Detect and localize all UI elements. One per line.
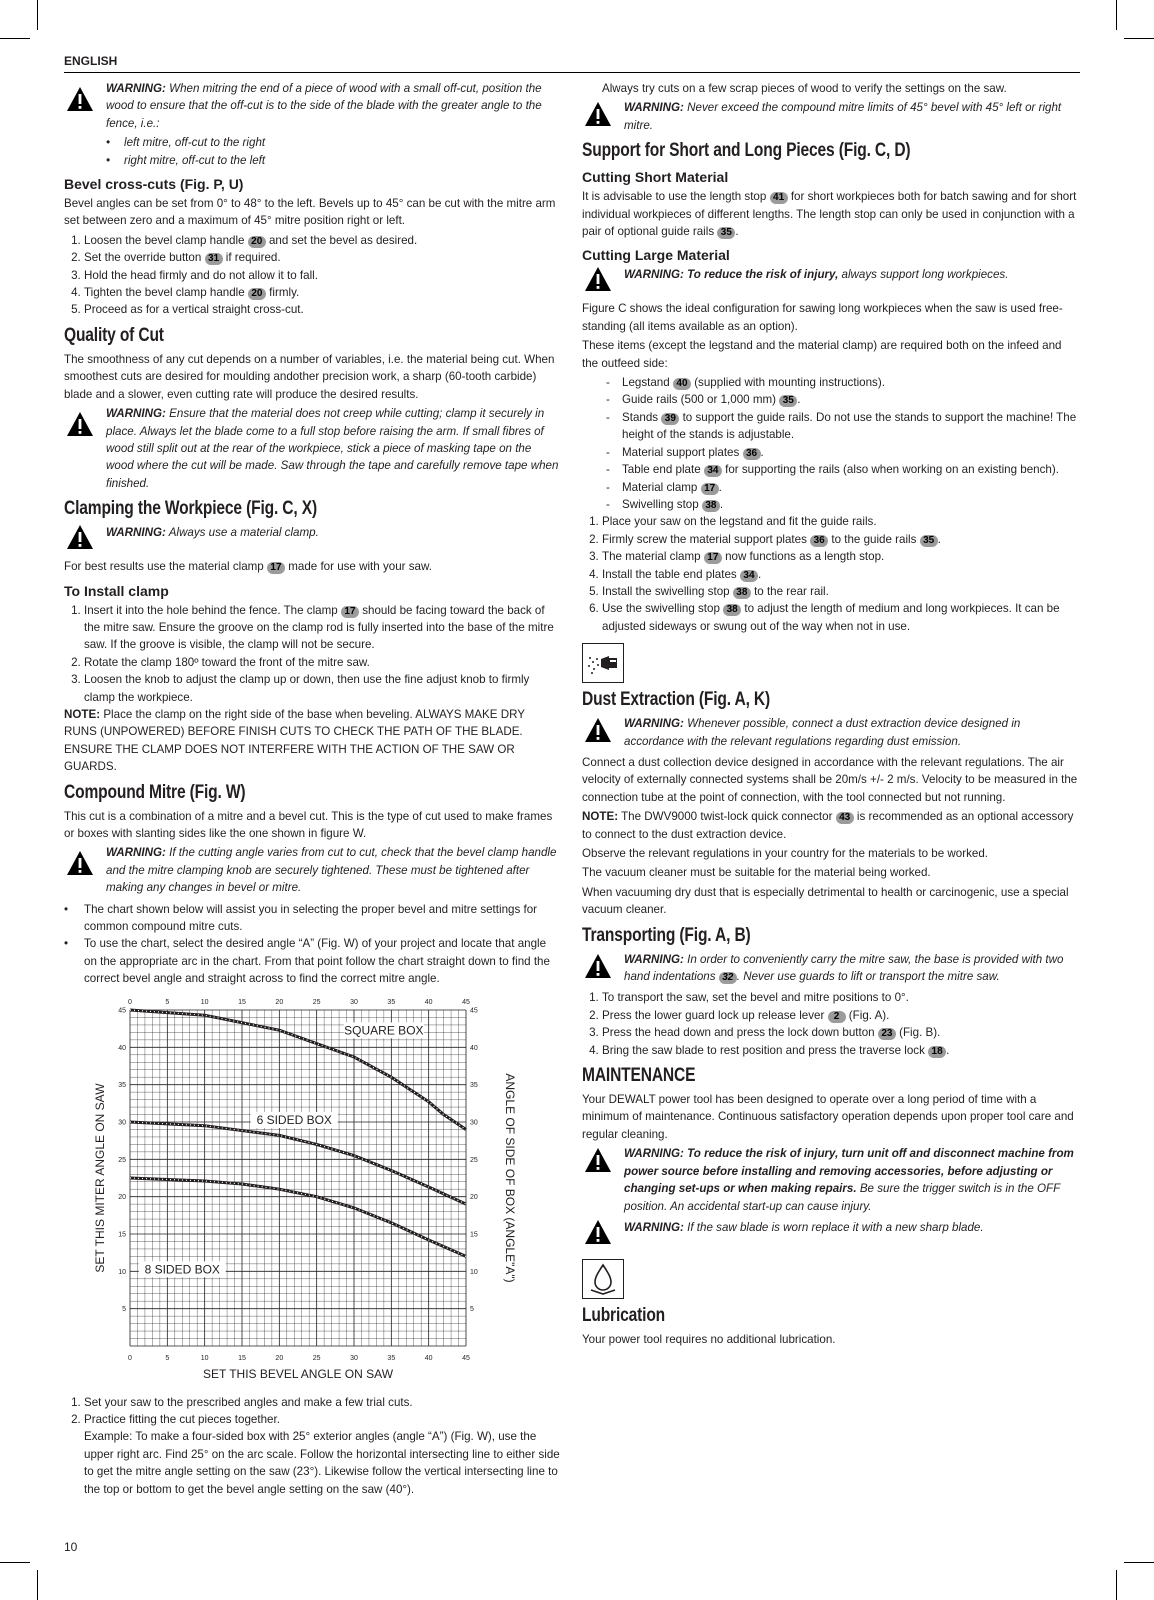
dust-p2: Observe the relevant regulations in your country for the materials to be worked. xyxy=(582,847,988,860)
x-tick-label-top: 25 xyxy=(312,998,321,1006)
ref-number: 17 xyxy=(701,483,719,495)
warning-label: WARNING: xyxy=(106,82,166,95)
warning-text: Whenever possible, connect a dust extraction device designed in accordance with the relevant regulations regarding dust emission. xyxy=(624,717,1021,748)
crop-mark xyxy=(1116,0,1117,30)
crop-mark xyxy=(0,1562,30,1563)
y-tick-label-right: 45 xyxy=(470,1007,478,1015)
ref-number: 17 xyxy=(341,606,359,618)
warning-triangle-icon xyxy=(66,411,94,437)
x-tick-label-top: 30 xyxy=(350,998,358,1006)
warning-text: When mitring the end of a piece of wood with a small off-cut, position the wood to ensure that the off-cut is to the side of the blade with the greater angle to the fence, i.e.: xyxy=(106,82,542,130)
series-label: 6 SIDED BOX xyxy=(256,1112,332,1127)
crop-mark xyxy=(1124,38,1154,39)
maintenance-text: Your DEWALT power tool has been designed to operate over a long period of time with a minimum of maintenance. Continuous satisfactory operation depends upon proper tool care and regular cleaning. xyxy=(582,1093,1074,1141)
list-item: 3. Press the head down and press the lock down button 23 (Fig. B). xyxy=(602,1024,1080,1041)
y-tick-label-right: 25 xyxy=(470,1156,478,1164)
x-axis-label: SET THIS BEVEL ANGLE ON SAW xyxy=(202,1366,394,1381)
maintenance-title: MAINTENANCE xyxy=(582,1065,696,1087)
compound-bullets xyxy=(64,901,560,988)
clamp-text: For best results use the material clamp 17 made for use with your saw. xyxy=(64,560,432,574)
short-material-title: Cutting Short Material xyxy=(582,169,729,186)
y-tick-label: 10 xyxy=(118,1268,126,1276)
y-tick-label-right: 40 xyxy=(470,1044,478,1052)
warning-text: Never exceed the compound mitre limits of 45° bevel with 45° left or right mitre. xyxy=(624,101,1062,132)
support-p1: Figure C shows the ideal configuration for sawing long workpieces when the saw is used free-standing (all items available as an option). xyxy=(582,302,1063,333)
crop-mark xyxy=(0,38,30,39)
list-item: 3. Hold the head firmly and do not allow it to fall. xyxy=(84,267,560,284)
transport-title: Transporting (Fig. A, B) xyxy=(582,924,751,946)
x-tick-label-top: 35 xyxy=(387,998,396,1006)
y-axis-label: SET THIS MITER ANGLE ON SAW xyxy=(93,1083,107,1273)
bevel-intro: Bevel angles can be set from 0° to 48° to the left. Bevels up to 45° can be cut with the mitre arm set between zero and a maximum of 45° mitre position right or left. xyxy=(64,197,556,228)
list-item: 2. Practice fitting the cut pieces together. Example: To make a four-sided box with 25° exterior angles (angle “A”) (Fig. W), use the upper right arc. Find 25° on the arc scale. Follow the horizontal intersecting line to either side to get the mitre angle setting on the saw (23°). Likewise follow the vertical intersecting line to the top or bottom to get the bevel angle setting on the saw (40°). xyxy=(84,1411,560,1498)
crop-mark xyxy=(1124,1562,1154,1563)
compound-steps xyxy=(64,1394,560,1498)
crop-mark xyxy=(37,0,38,30)
list-item: 3. Loosen the knob to adjust the clamp up or down, then use the fine adjust knob to firmly clamp the workpiece. xyxy=(84,671,560,706)
list-item: 3. The material clamp 17 now functions as a length stop. xyxy=(602,548,1080,565)
y-tick-label-right: 30 xyxy=(470,1119,478,1127)
x-tick-label-top: 0 xyxy=(128,998,132,1006)
ref-number: 38 xyxy=(723,604,741,616)
clamp-note: NOTE: Place the clamp on the right side of the base when beveling. ALWAYS MAKE DRY RUNS (UNPOWERED) BEFORE FINISH CUTS TO CHECK THE PATH OF THE BLADE. ENSURE THE CLAMP DOES NOT INTERFERE WITH THE ACTION OF THE SAW OR GUARDS. xyxy=(64,707,525,774)
ref-number: 32 xyxy=(719,972,737,984)
ref-number: 35 xyxy=(920,535,938,547)
x-tick-label: 40 xyxy=(424,1354,433,1362)
ref-number: 20 xyxy=(248,288,266,300)
list-item: - Legstand 40 (supplied with mounting instructions). xyxy=(606,374,1080,391)
warning-mitre xyxy=(64,80,560,169)
dust-p4: When vacuuming dry dust that is especially detrimental to health or carcinogenic, use a special vacuum cleaner. xyxy=(582,885,1069,917)
page-number: 10 xyxy=(64,1540,78,1554)
warning-triangle-icon xyxy=(584,953,612,979)
warning-label: WARNING: xyxy=(624,101,684,115)
x-tick-label-top: 45 xyxy=(462,998,470,1006)
warning-label: WARNING: To reduce the risk of injury, turn unit off and disconnect machine from power source before installing and removing accessories, before adjusting or changing set-ups or when making repairs. xyxy=(624,1147,1074,1196)
ref-number: 36 xyxy=(810,535,828,547)
y-tick-label: 45 xyxy=(118,1007,126,1015)
quality-title: Quality of Cut xyxy=(64,324,164,346)
list-item: • The chart shown below will assist you in selecting the proper bevel and mitre settings for common compound mitre cuts. xyxy=(64,901,560,936)
ref-number: 18 xyxy=(928,1046,946,1058)
ref-number: 35 xyxy=(779,395,797,407)
warning-blade xyxy=(582,1219,1080,1249)
dust-note: NOTE: The DWV9000 twist-lock quick connector 43 is recommended as an optional accessory to connect to the dust extraction device. xyxy=(582,810,1074,841)
list-item: 4. Bring the saw blade to rest position and press the traverse lock 18 . xyxy=(602,1042,1080,1059)
list-item: 1. Place your saw on the legstand and fit the guide rails. xyxy=(602,513,1080,530)
warning-text: If the cutting angle varies from cut to cut, check that the bevel clamp handle and the mitre clamping knob are securely tightened. These must be tightened after making any changes in bevel or mitre. xyxy=(106,846,557,895)
right-axis-label: ANGLE OF SIDE OF BOX (ANGLE"A") xyxy=(503,1073,517,1283)
warning-large xyxy=(582,266,1080,296)
short-material-text: It is advisable to use the length stop 41 for short workpieces both for batch sawing and for short individual workpieces of different lengths. The length stop can only be used in conjunction with a pair of optional guide rails 35 . xyxy=(582,190,1077,239)
crop-mark xyxy=(1116,1570,1117,1600)
list-item: 2. Rotate the clamp 180º toward the front of the mitre saw. xyxy=(84,654,560,671)
ref-number: 34 xyxy=(740,570,758,582)
large-material-title: Cutting Large Material xyxy=(582,247,730,264)
dust-title: Dust Extraction (Fig. A, K) xyxy=(582,689,771,711)
ref-number: 17 xyxy=(267,562,285,574)
oil-drop-icon xyxy=(582,1259,624,1299)
warning-text: In order to conveniently carry the mitre saw, the base is provided with two hand indentations xyxy=(624,952,1064,984)
warning-triangle-icon xyxy=(584,101,612,127)
compound-title: Compound Mitre (Fig. W) xyxy=(64,781,246,803)
series-scale xyxy=(130,1178,466,1256)
x-tick-label-top: 20 xyxy=(275,998,284,1006)
warning-triangle-icon xyxy=(584,717,612,743)
y-tick-label: 15 xyxy=(118,1231,126,1239)
ref-number: 41 xyxy=(770,192,788,204)
y-tick-label-right: 20 xyxy=(470,1193,478,1201)
warning-label: WARNING: xyxy=(106,526,166,540)
list-item: - Swivelling stop 38 . xyxy=(606,496,1080,513)
y-tick-label: 25 xyxy=(118,1156,126,1164)
header-rule xyxy=(64,72,1080,73)
quality-text: The smoothness of any cut depends on a number of variables, i.e. the material being cut. When smoothest cuts are desired for moulding andother precision work, a sharp (60-tooth carbide) blade and a slower, even cutting rate will produce the desired results. xyxy=(64,352,555,401)
bevel-title: Bevel cross-cuts (Fig. P, U) xyxy=(64,176,244,193)
ref-number: 2 xyxy=(828,1011,846,1023)
ref-number: 38 xyxy=(702,500,720,512)
list-item: • To use the chart, select the desired angle “A” (Fig. W) of your project and locate that angle on the appropriate arc in the chart. From that point follow the chart straight down to find the correct bevel angle and straight across to find the correct mitre angle. xyxy=(64,935,560,987)
list-item: 2. Press the lower guard lock up release lever 2 (Fig. A). xyxy=(602,1007,1080,1024)
y-tick-label-right: 10 xyxy=(470,1268,478,1276)
x-tick-label-top: 10 xyxy=(200,998,209,1006)
warning-label: WARNING: xyxy=(624,952,684,966)
ref-number: 39 xyxy=(661,413,679,425)
ref-number: 34 xyxy=(704,465,722,477)
y-tick-label-right: 35 xyxy=(470,1081,478,1089)
install-steps xyxy=(64,602,560,706)
clamping-title: Clamping the Workpiece (Fig. C, X) xyxy=(64,498,317,520)
warning-compound-limits xyxy=(582,99,1080,134)
x-tick-label-top: 15 xyxy=(238,998,246,1006)
warning-dust xyxy=(582,715,1080,750)
warning-triangle-icon xyxy=(66,524,94,550)
support-steps xyxy=(582,513,1080,635)
ref-number: 36 xyxy=(743,448,761,460)
list-item: • left mitre, off-cut to the right xyxy=(106,134,560,151)
x-tick-label-top: 40 xyxy=(424,998,433,1006)
list-item: 6. Use the swivelling stop 38 to adjust the length of medium and long workpieces. It can be adjusted sideways or swung out of the way when not in use. xyxy=(602,600,1080,635)
warning-label: WARNING: To reduce the risk of injury, xyxy=(624,268,839,282)
lubrication-text: Your power tool requires no additional lubrication. xyxy=(582,1332,836,1346)
list-item: - Guide rails (500 or 1,000 mm) 35 . xyxy=(606,391,1080,408)
x-tick-label: 30 xyxy=(350,1354,358,1362)
y-tick-label: 20 xyxy=(118,1193,126,1201)
dust-extraction-icon xyxy=(582,643,624,683)
list-item: - Material support plates 36 . xyxy=(606,444,1080,461)
warning-triangle-icon xyxy=(584,1147,612,1173)
list-item: 5. Proceed as for a vertical straight cross-cut. xyxy=(84,301,560,318)
list-item: 4. Tighten the bevel clamp handle 20 firmly. xyxy=(84,284,560,301)
ref-number: 20 xyxy=(248,236,266,248)
ref-number: 43 xyxy=(836,812,854,824)
trial-text: Always try cuts on a few scrap pieces of wood to verify the settings on the saw. xyxy=(602,82,1007,95)
y-tick-label: 40 xyxy=(118,1044,126,1052)
warning-clamp xyxy=(64,524,560,554)
y-tick-label: 5 xyxy=(122,1305,126,1313)
list-item: 4. Install the table end plates 34 . xyxy=(602,566,1080,583)
y-tick-label: 30 xyxy=(118,1119,126,1127)
warning-maintenance xyxy=(582,1145,1080,1215)
y-tick-label-right: 5 xyxy=(470,1305,474,1313)
x-tick-label: 20 xyxy=(275,1354,284,1362)
support-p2: These items (except the legstand and the material clamp) are required both on the infeed and the outfeed side: xyxy=(582,339,1062,370)
dust-p3: The vacuum cleaner must be suitable for the material being worked. xyxy=(582,866,931,880)
install-clamp-title: To Install clamp xyxy=(64,582,169,599)
warning-text: Be sure the trigger switch is in the OFF position. An accidental start-up can cause injury. xyxy=(624,1182,1060,1213)
ref-number: 23 xyxy=(878,1028,896,1040)
x-tick-label: 10 xyxy=(200,1354,209,1362)
x-tick-label: 25 xyxy=(312,1354,321,1362)
list-item: 1. To transport the saw, set the bevel and mitre positions to 0°. xyxy=(602,989,1080,1006)
warning-triangle-icon xyxy=(66,850,94,876)
warning-triangle-icon xyxy=(584,1219,612,1245)
list-item: 2. Set the override button 31 if required. xyxy=(84,249,560,266)
compound-intro: This cut is a combination of a mitre and a bevel cut. This is the type of cut used to make frames or boxes with slanting sides like the one shown in figure W. xyxy=(64,809,553,840)
warning-quality xyxy=(64,405,560,492)
support-items xyxy=(582,374,1080,513)
x-tick-label: 5 xyxy=(165,1354,170,1362)
x-tick-label-top: 5 xyxy=(165,998,170,1006)
list-item: • right mitre, off-cut to the left xyxy=(106,152,560,169)
y-tick-label-right: 15 xyxy=(470,1231,478,1239)
warning-text: Always use a material clamp. xyxy=(168,526,319,540)
list-item: 1. Insert it into the hole behind the fence. The clamp 17 should be facing toward the back of the mitre saw. Ensure the groove on the clamp rod is fully inserted into the base of the mitre saw. If the groove is visible, the clamp will not be secure. xyxy=(84,602,560,654)
warning-label: WARNING: xyxy=(624,1220,684,1234)
ref-number: 40 xyxy=(673,378,691,390)
dust-p1: Connect a dust collection device designed in accordance with the relevant regulations. The air velocity of externally connected systems shall be 20m/s +/- 2 m/s. Velocity to be measured in the connection tube at the point of connection, with the tool connected but not running. xyxy=(582,755,1078,804)
series-label: 8 SIDED BOX xyxy=(144,1261,220,1276)
list-item: - Table end plate 34 for supporting the rails (also when working on an existing bench). xyxy=(606,461,1080,478)
y-tick-label: 35 xyxy=(118,1081,126,1089)
ref-number: 17 xyxy=(704,552,722,564)
lubrication-title: Lubrication xyxy=(582,1304,666,1326)
support-title: Support for Short and Long Pieces (Fig. C, D) xyxy=(582,140,911,162)
warning-transport: WARNING: In order to conveniently carry the mitre saw, the base is provided with two hand indentations 32 . Never use guards to lift or transport the mitre saw. xyxy=(582,951,1080,986)
list-item: - Stands 39 to support the guide rails. Do not use the stands to support the machine! The height of the stands is adjustable. xyxy=(606,409,1080,444)
series-line xyxy=(130,1178,466,1256)
warning-label: WARNING: xyxy=(106,407,166,421)
x-tick-label: 35 xyxy=(387,1354,396,1362)
list-item: 1. Loosen the bevel clamp handle 20 and set the bevel as desired. xyxy=(84,232,560,249)
warning-triangle-icon xyxy=(66,86,94,112)
transport-steps xyxy=(582,989,1080,1059)
x-tick-label: 0 xyxy=(128,1354,132,1362)
right-column xyxy=(582,80,1080,1350)
warning-compound xyxy=(64,844,560,896)
series-label: SQUARE BOX xyxy=(344,1023,424,1038)
warning-text: Ensure that the material does not creep while cutting; clamp it securely in place. Always let the blade come to a full stop before raising the arm. If small fibres of wood still split out at the rear of the workpiece, stick a piece of masking tape on the wood where the cut will be made. Saw through the tape and carefully remove tape when finished. xyxy=(106,407,559,490)
warning-label: WARNING: xyxy=(624,717,684,731)
x-tick-label: 15 xyxy=(238,1354,246,1362)
ref-number: 38 xyxy=(733,587,751,599)
warning-text: always support long workpieces. xyxy=(841,268,1009,282)
compound-mitre-chart xyxy=(64,994,560,1394)
left-column xyxy=(64,80,560,1498)
mitre-bullets xyxy=(106,134,560,169)
language-label: ENGLISH xyxy=(64,54,118,68)
warning-triangle-icon xyxy=(584,266,612,292)
list-item: 1. Set your saw to the prescribed angles and make a few trial cuts. xyxy=(84,1394,560,1411)
list-item: 2. Firmly screw the material support plates 36 to the guide rails 35 . xyxy=(602,531,1080,548)
x-tick-label: 45 xyxy=(462,1354,470,1362)
warning-label: WARNING: xyxy=(106,846,166,860)
list-item: - Material clamp 17 . xyxy=(606,479,1080,496)
ref-number: 35 xyxy=(717,227,735,239)
bevel-steps xyxy=(64,232,560,319)
ref-number: 31 xyxy=(205,253,223,265)
list-item: 5. Install the swivelling stop 38 to the rear rail. xyxy=(602,583,1080,600)
warning-text: If the saw blade is worn replace it with a new sharp blade. xyxy=(687,1220,984,1234)
crop-mark xyxy=(37,1570,38,1600)
